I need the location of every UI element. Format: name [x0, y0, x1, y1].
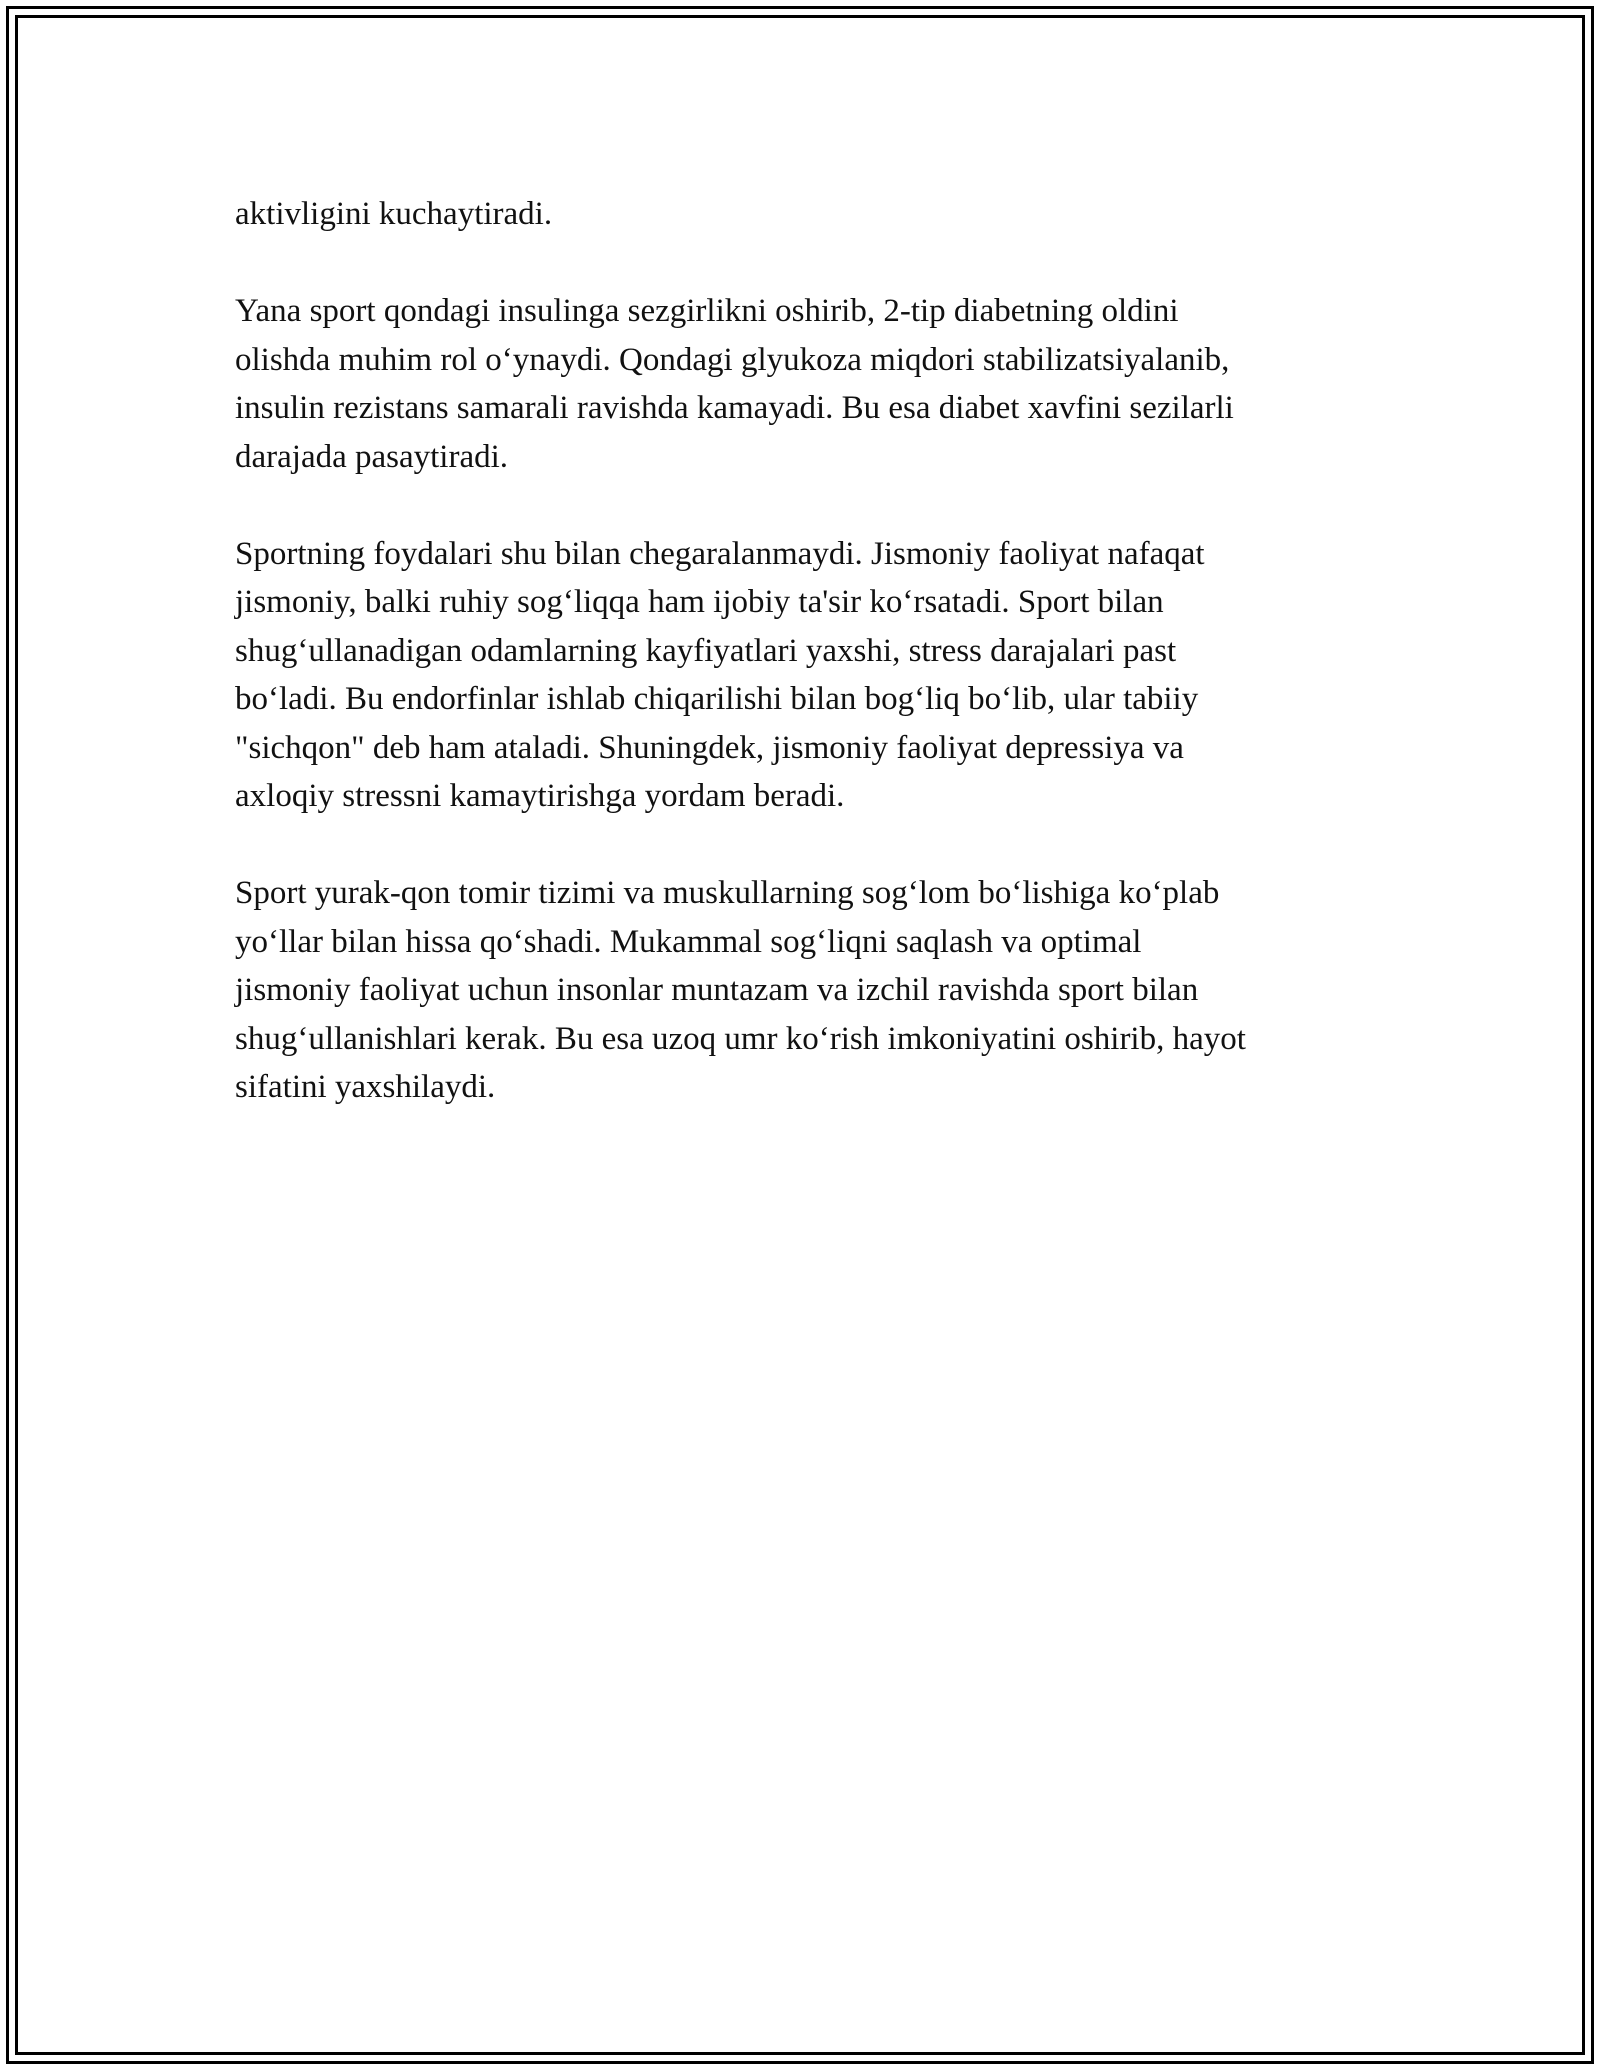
paragraph-2 — [235, 287, 1365, 481]
text-line: Yana sport qondagi insulinga sezgirlikni oshirib, 2-tip diabetning oldini — [235, 293, 1179, 329]
text-line: olishda muhim rol o‘ynaydi. Qondagi glyukoza miqdori stabilizatsiyalanib, — [235, 341, 1230, 378]
text-line: Sport yurak-qon tomir tizimi va muskullarning sog‘lom bo‘lishiga ko‘plab — [235, 875, 1220, 911]
text-line: "sichqon" deb ham ataladi. Shuningdek, jismoniy faoliyat depressiya va — [235, 729, 1184, 766]
text-line: darajada pasaytiradi. — [235, 438, 509, 475]
text-line: insulin rezistans samarali ravishda kamayadi. Bu esa diabet xavfini sezilarli — [235, 390, 1234, 426]
paragraph-1 — [235, 190, 1365, 239]
text-line: jismoniy, balki ruhiy sog‘liqqa ham ijobiy ta'sir ko‘rsatadi. Sport bilan — [235, 584, 1164, 620]
paragraph-4 — [235, 869, 1365, 1112]
text-line: axloqiy stressni kamaytirishga yordam beradi. — [235, 778, 845, 814]
text-line: shug‘ullanadigan odamlarning kayfiyatlari yaxshi, stress darajalari past — [235, 632, 1177, 669]
text-line: bo‘ladi. Bu endorfinlar ishlab chiqarilishi bilan bog‘liq bo‘lib, ular tabiiy — [235, 681, 1199, 717]
text-line: sifatini yaxshilaydi. — [235, 1069, 496, 1105]
text-line: yo‘llar bilan hissa qo‘shadi. Mukammal sog‘liqni saqlash va optimal — [235, 923, 1142, 960]
document-body — [235, 190, 1365, 1160]
text-line: jismoniy faoliyat uchun insonlar muntazam va izchil ravishda sport bilan — [235, 972, 1199, 1008]
paragraph-3 — [235, 530, 1365, 821]
text-line: shug‘ullanishlari kerak. Bu esa uzoq umr ko‘rish imkoniyatini oshirib, hayot — [235, 1020, 1246, 1057]
text-line: aktivligini kuchaytiradi. — [235, 196, 553, 232]
text-line: Sportning foydalari shu bilan chegaralanmaydi. Jismoniy faoliyat nafaqat — [235, 535, 1205, 572]
